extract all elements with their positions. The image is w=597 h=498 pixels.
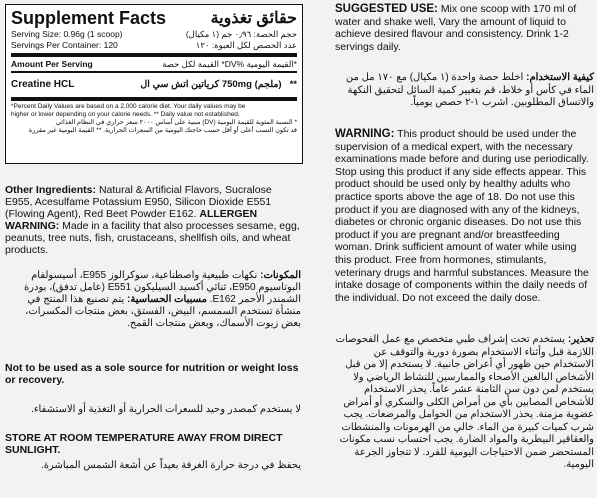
sole-source-notice-arabic: لا يستخدم كمصدر وحيد للسعرات الحرارية أو التغذية أو الاستشفاء. <box>31 404 301 415</box>
footnote-line-1: *Percent Daily Values are based on a 2,000 calorie diet. Your daily values may be <box>11 103 246 110</box>
other-ingredients-arabic <box>5 270 301 330</box>
storage-notice: STORE AT ROOM TEMPERATURE AWAY FROM DIRECT SUNLIGHT. <box>5 432 283 456</box>
amount-per-serving-label: Amount Per Serving <box>11 59 93 69</box>
warning-label: WARNING: <box>335 128 395 140</box>
suggested-use-text: Mix one scoop with 170 ml of water and shake well, Vary the amount of liquid to achieve desired flavour and consistency. Drink 1-2 servings daily. <box>335 3 577 53</box>
supplement-facts-panel <box>5 4 303 164</box>
allergen-text-arabic: يتم تصنيع هذا المنتج في منشأة تستخدم السمسم، البيض، الفستق، بعض منتجات المكسرات، بعض زيوت الأسماك، وبعض منتجات القمح. <box>25 294 301 329</box>
other-ingredients-text: Natural & Artificial Flavors, Sucralose E955, Acesulfame Potassium E950, Silicon Dioxide E551 (Flowing Agent), Red Beet Powder E162. <box>5 184 272 220</box>
facts-title: Supplement Facts <box>11 7 167 28</box>
sole-source-notice: Not to be used as a sole source for nutrition or weight loss or recovery. <box>5 362 299 386</box>
ingredient-daily-value: ** <box>289 78 297 90</box>
ingredient-name: Creatine HCL <box>11 78 75 90</box>
allergen-text: Made in a facility that also processes sesame, egg, peanuts, tree nuts, fish, crustaceans, shellfish oils, and wheat products. <box>5 220 300 256</box>
suggested-use <box>335 3 594 53</box>
storage-notice-arabic: يحفظ في درجة حرارة الغرفة بعيداً عن أشعة الشمس المباشرة. <box>40 460 301 471</box>
other-ingredients <box>5 184 301 256</box>
warning-text-arabic: يستخدم تحت إشراف طبي متخصص مع عمل الفحوصات اللازمة قبل وأثناء الاستخدام بصورة دورية والتوقف عن الاستخدام حين ظهور أي أعراض جانبية. لا يستخدم إلا من قبل الأشخاص البالغين الأصحاء والممارسين للنشاط الرياضي ولا يستخدم لمن دون سن الثامنة عشر عاماً. يحذر الاستخدام للأشخاص المصابين بأي من أمراض الكلى والسكري أو أمراض عضوية مزمنة. يحذر الاستخدام من الحوامل والمرضعات. يجب شرب كميات كبيرة من الماء. خالي من الهرمونات والمنشطات والعقاقير البيطرية والمواد الضارة. يجب احتساب نسب مكونات المستحضر ضمن الاحتياجات اليومية للفرد. لا تتجاوز الجرعة اليومية. <box>335 334 594 470</box>
ingredient-amount: (ملجم) 750mg كرياتين اتش سي ال <box>140 78 282 90</box>
suggested-use-arabic <box>335 72 594 110</box>
warning-text: This product should be used under the supervision of a medical expert, with the necessary examinations made before and during use periodically. Stop using this product if any side effects appear. This product should be used only by healthy adults who practice sports above the age of 18. Do not use this product if you are diagnosed with any of the kidneys, diabetes or chronic organic diseases. Do not use this product if you are pregnant and/or breastfeeding woman. Drink sufficient amount of water while using this product. Free from hormones, stimulants, veterinary drugs and harmful substances. Measure the intake dosage of components within the daily needs of the individual. Do not exceed the daily dose. <box>335 128 589 304</box>
footnote-arabic-2: قد تكون النسب أعلى أو أقل حسب حاجتك اليومية من السعرات الحرارية. ** القيمة اليومية غير مقررة <box>28 127 297 134</box>
suggested-use-text-arabic: اخلط حصة واحدة (١ مكيال) مع ١٧٠ مل من الماء في كأس أو خلاط، قم بتغيير كمية السائل لتحقيق النكهة والاتساق المطلوبين. اشرب ١-٢ حصص يومياً. <box>345 72 594 108</box>
facts-title-arabic: حقائق تغذوية <box>210 10 297 27</box>
serving-size: Serving Size: 0.96g (1 scoop) <box>11 29 123 39</box>
suggested-use-label-arabic: كيفية الاستخدام: <box>526 72 594 83</box>
facts-footnote <box>11 101 297 135</box>
ingredient-row <box>11 73 297 95</box>
servings-per-container-arabic: عدد الحصص لكل العبوة: ١٢٠ <box>195 40 297 50</box>
amount-per-serving-label-arabic: *القيمة اليومية %DV* القيمة لكل حصة <box>162 59 297 69</box>
suggested-use-label: SUGGESTED USE: <box>335 3 438 15</box>
other-ingredients-label-arabic: المكونات: <box>260 270 301 281</box>
servings-per-container: Servings Per Container: 120 <box>11 40 118 50</box>
allergen-label-arabic: مسببات الحساسية: <box>127 294 207 305</box>
other-ingredients-label: Other Ingredients: <box>5 184 97 196</box>
footnote-line-2: higher or lower depending on your calorie needs. ** Daily value not established. <box>11 111 240 118</box>
other-ingredients-text-arabic: نكهات طبيعية واصطناعية، سوكرالوز E955، أسيسولفام البوتاسيوم E950، ثنائي أكسيد السيليكون E551 (عامل تدفق)، بودرة الشمندر الأحمر E162. <box>23 270 301 305</box>
warning-arabic <box>335 334 594 472</box>
warning-label-arabic: تحذير: <box>567 334 594 345</box>
footnote-arabic-1: * النسبة المئوية للقيمة اليومية (DV) مبنية على أساس ٢٠٠٠ سعر حراري في النظام الغذائي <box>55 119 297 126</box>
allergen-label: ALLERGEN WARNING: <box>5 208 258 232</box>
serving-size-arabic: حجم الحصة: ٠٫٩٦ جم (١ مكيال) <box>185 29 297 39</box>
warning <box>335 128 594 304</box>
